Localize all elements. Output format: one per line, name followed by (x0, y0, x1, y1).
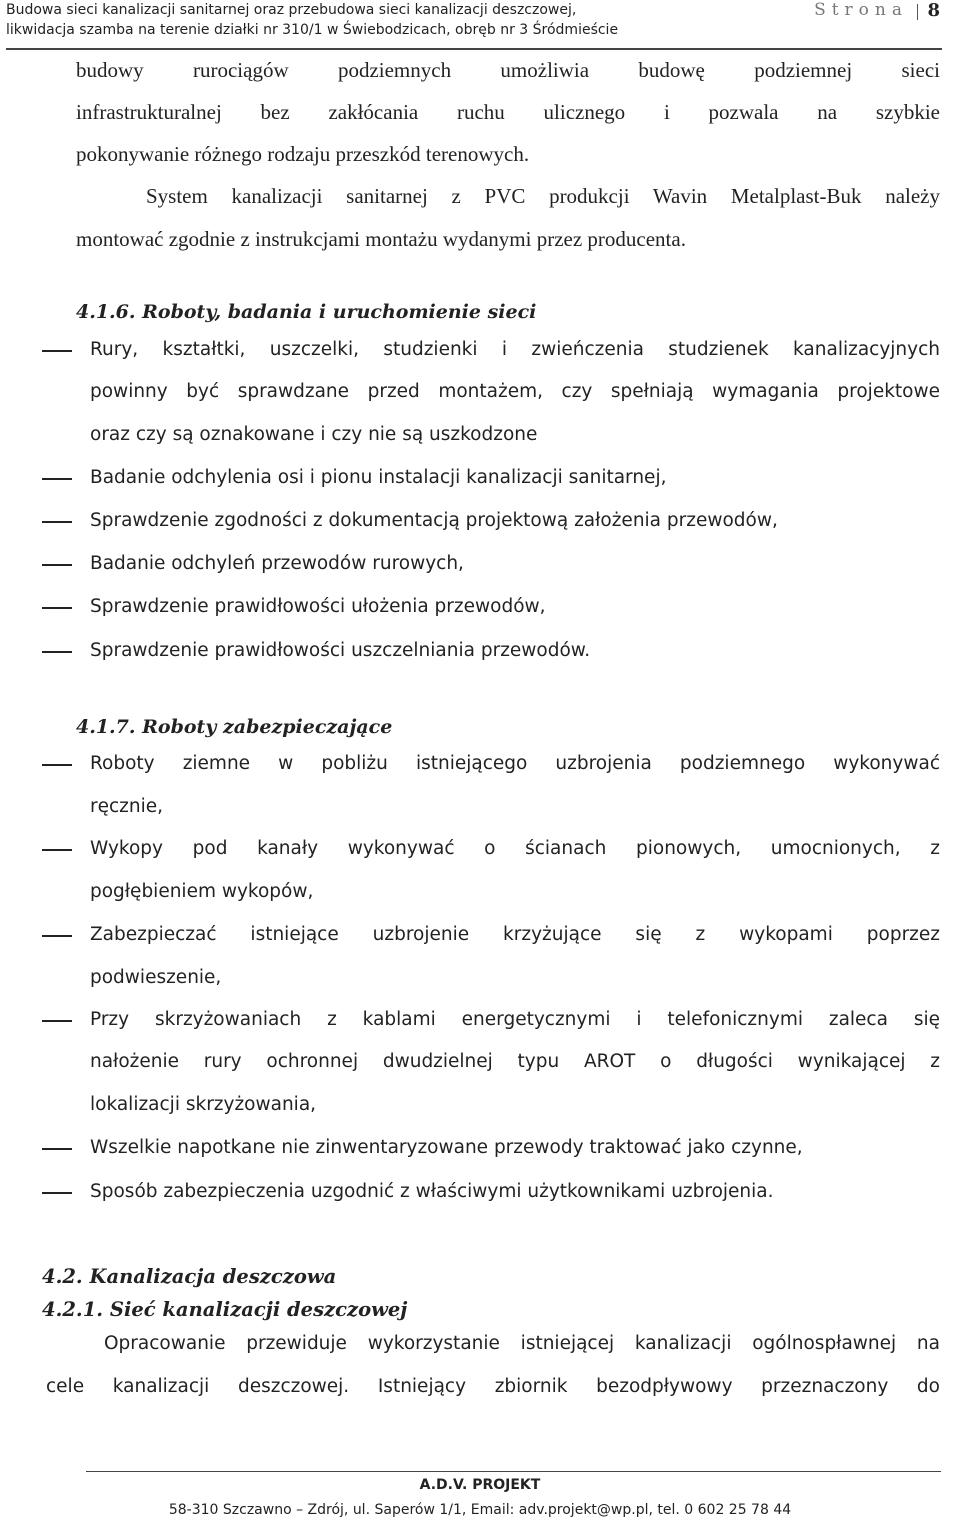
page-header (6, 0, 942, 50)
section-heading-4-1-6: 4.1.6. Roboty, badania i uruchomienie sieci (76, 301, 537, 323)
footer-company: A.D.V. PROJEKT (419, 1477, 541, 1493)
section-heading-4-2: 4.2. Kanalizacja deszczowa (42, 1265, 337, 1288)
list-dash (42, 849, 72, 851)
list-item-417-3-line-2: podwieszenie, (90, 967, 222, 988)
header-title-line-1: Budowa sieci kanalizacji sanitarnej oraz przebudowa sieci kanalizacji deszczowej, (6, 2, 577, 18)
list-item-416-4: Badanie odchyleń przewodów rurowych, (90, 553, 464, 574)
list-item-417-1-line-2: ręcznie, (90, 796, 163, 817)
list-item-417-2-line-1: Wykopy pod kanały wykonywać o ścianach pionowych, umocnionych, z (90, 838, 940, 859)
list-dash (42, 564, 72, 566)
list-dash (42, 350, 72, 352)
page-number-separator (917, 4, 918, 20)
list-item-416-1-line-2: powinny być sprawdzane przed montażem, czy spełniają wymagania projektowe (90, 381, 940, 402)
list-dash (42, 607, 72, 609)
list-dash (42, 478, 72, 480)
system-line-2: montować zgodnie z instrukcjami montażu wydanymi przez producenta. (76, 227, 686, 251)
section-4-2-1-line-2: cele kanalizacji deszczowej. Istniejący zbiornik bezodpływowy przeznaczony do (46, 1376, 940, 1397)
list-item-417-6: Sposób zabezpieczenia uzgodnić z właściwymi użytkownikami uzbrojenia. (90, 1181, 774, 1202)
list-item-417-1-line-1: Roboty ziemne w pobliżu istniejącego uzbrojenia podziemnego wykonywać (90, 753, 940, 774)
page-number: 8 (927, 0, 940, 21)
intro-line-1: budowy rurociągów podziemnych umożliwia budowę podziemnej sieci (76, 58, 940, 82)
list-dash (42, 1148, 72, 1150)
list-item-417-3-line-1: Zabezpieczać istniejące uzbrojenie krzyżujące się z wykopami poprzez (90, 924, 940, 945)
list-dash (42, 764, 72, 766)
section-heading-4-1-7: 4.1.7. Roboty zabezpieczające (76, 716, 393, 738)
footer-address: 58-310 Szczawno – Zdrój, ul. Saperów 1/1, Email: adv.projekt@wp.pl, tel. 0 602 25 78 44 (168, 1502, 792, 1518)
list-dash (42, 1192, 72, 1194)
footer-rule (86, 1471, 941, 1472)
list-dash (42, 935, 72, 937)
list-item-417-4-line-1: Przy skrzyżowaniach z kablami energetycznymi i telefonicznymi zaleca się (90, 1009, 940, 1030)
list-item-416-3: Sprawdzenie zgodności z dokumentacją projektową założenia przewodów, (90, 510, 778, 531)
header-title-line-2: likwidacja szamba na terenie działki nr 310/1 w Świebodzicach, obręb nr 3 Śródmieście (6, 22, 619, 38)
intro-line-3: pokonywanie różnego rodzaju przeszkód terenowych. (76, 142, 530, 166)
list-item-417-2-line-2: pogłębieniem wykopów, (90, 881, 314, 902)
list-item-416-2: Badanie odchylenia osi i pionu instalacji kanalizacji sanitarnej, (90, 467, 667, 488)
list-dash (42, 521, 72, 523)
system-line-1: System kanalizacji sanitarnej z PVC produkcji Wavin Metalplast-Buk należy (146, 184, 940, 208)
list-item-416-5: Sprawdzenie prawidłowości ułożenia przewodów, (90, 596, 546, 617)
list-item-416-1-line-3: oraz czy są oznakowane i czy nie są uszkodzone (90, 424, 538, 445)
list-dash (42, 1020, 72, 1022)
list-item-417-4-line-2: nałożenie rury ochronnej dwudzielnej typu AROT o długości wynikającej z (90, 1051, 940, 1072)
page-label: Strona (814, 0, 908, 20)
intro-line-2: infrastrukturalnej bez zakłócania ruchu ulicznego i pozwala na szybkie (76, 100, 940, 124)
list-item-417-4-line-3: lokalizacji skrzyżowania, (90, 1094, 317, 1115)
list-item-416-6: Sprawdzenie prawidłowości uszczelniania przewodów. (90, 640, 591, 661)
list-item-416-1-line-1: Rury, kształtki, uszczelki, studzienki i zwieńczenia studzienek kanalizacyjnych (90, 339, 940, 360)
section-heading-4-2-1: 4.2.1. Sieć kanalizacji deszczowej (42, 1298, 408, 1321)
section-4-2-1-line-1: Opracowanie przewiduje wykorzystanie istniejącej kanalizacji ogólnospławnej na (104, 1333, 940, 1354)
list-item-417-5: Wszelkie napotkane nie zinwentaryzowane przewody traktować jako czynne, (90, 1137, 803, 1158)
list-dash (42, 651, 72, 653)
